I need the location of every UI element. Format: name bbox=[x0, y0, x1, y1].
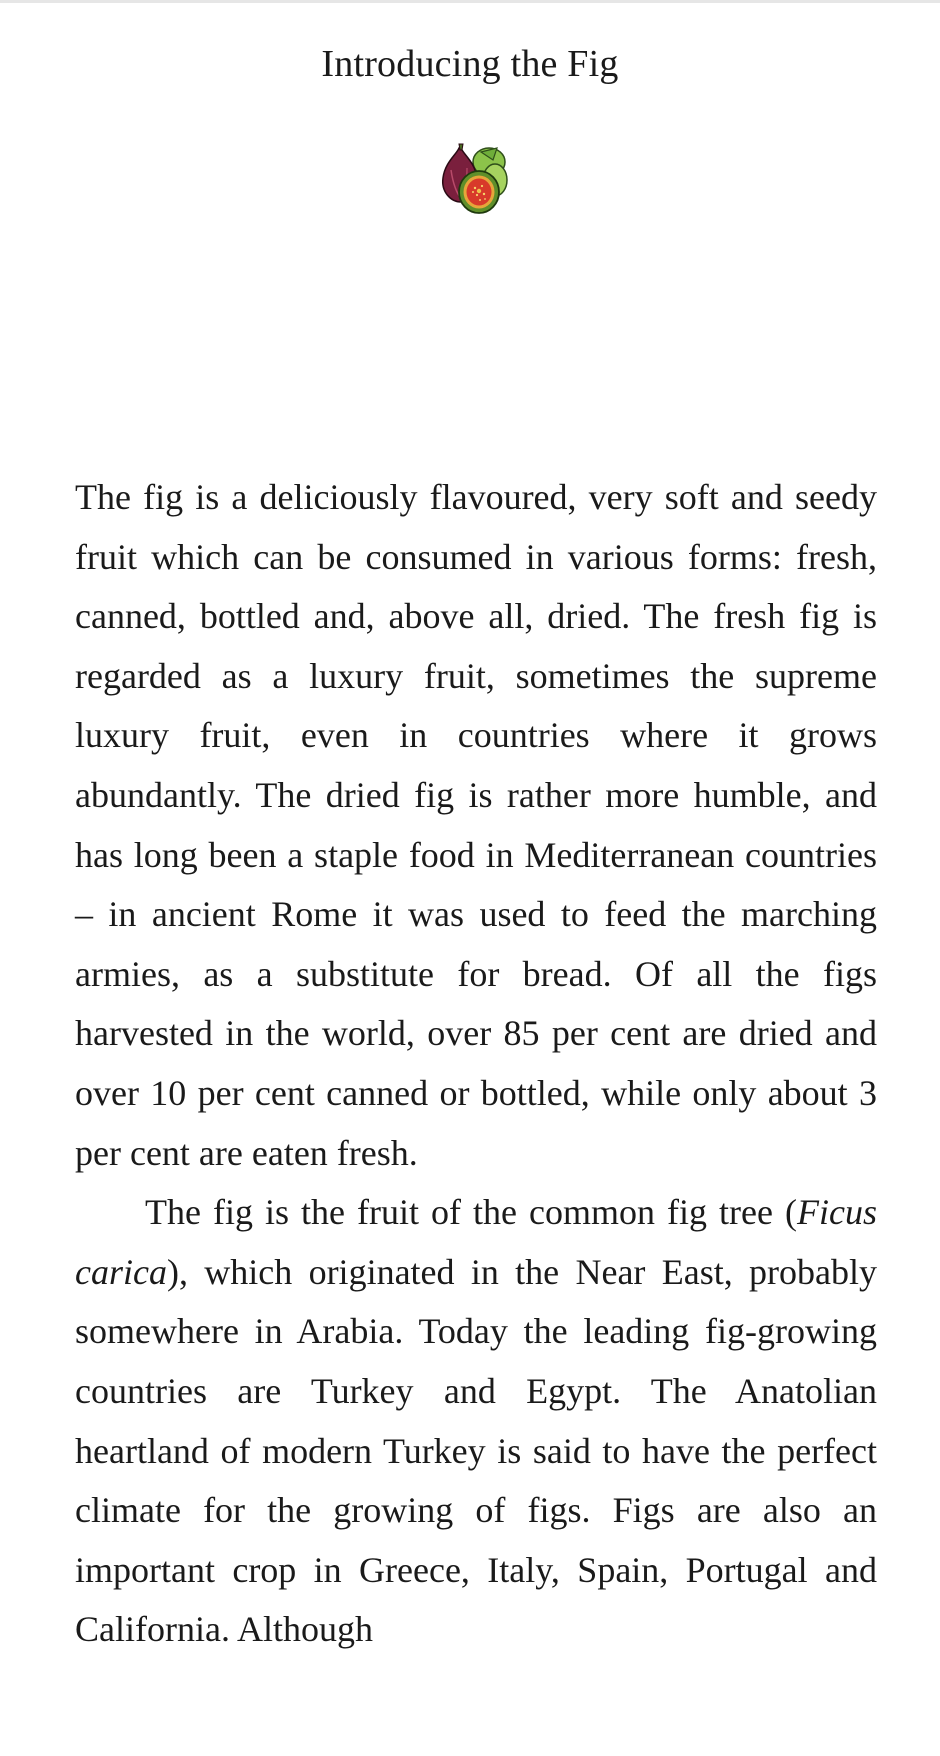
chapter-body bbox=[75, 468, 877, 1660]
chapter-title: Introducing the Fig bbox=[321, 43, 619, 85]
fig-icon bbox=[437, 140, 509, 220]
paragraph-2 bbox=[75, 1183, 877, 1660]
latin-name: Ficus carica bbox=[75, 1192, 877, 1292]
paragraph-1: The fig is a deliciously flavoured, very soft and seedy fruit which can be consumed in various forms: fresh, canned, bottled and, above all, dried. The fresh fig is regarded as a luxury fruit, sometimes the supreme luxury fruit, even in countries where it grows abundantly. The dried fig is rather more humble, and has long been a staple food in Mediterranean countries – in ancient Rome it was used to feed the marching armies, as a substitute for bread. Of all the figs harvested in the world, over 85 per cent are dried and over 10 per cent canned or bottled, while only about 3 per cent are eaten fresh. bbox=[75, 477, 877, 1173]
top-divider bbox=[0, 0, 940, 3]
paragraph-2-rest: ), which originated in the Near East, probably somewhere in Arabia. Today the leading fig-growing countries are Turkey and Egypt. The Anatolian heartland of modern Turkey is said to have the perfect climate for the growing of figs. Figs are also an important crop in Greece, Italy, Spain, Portugal and California. Although bbox=[75, 1251, 877, 1650]
paragraph-2-lead: The fig is the fruit of the common fig tree ( bbox=[145, 1192, 798, 1233]
